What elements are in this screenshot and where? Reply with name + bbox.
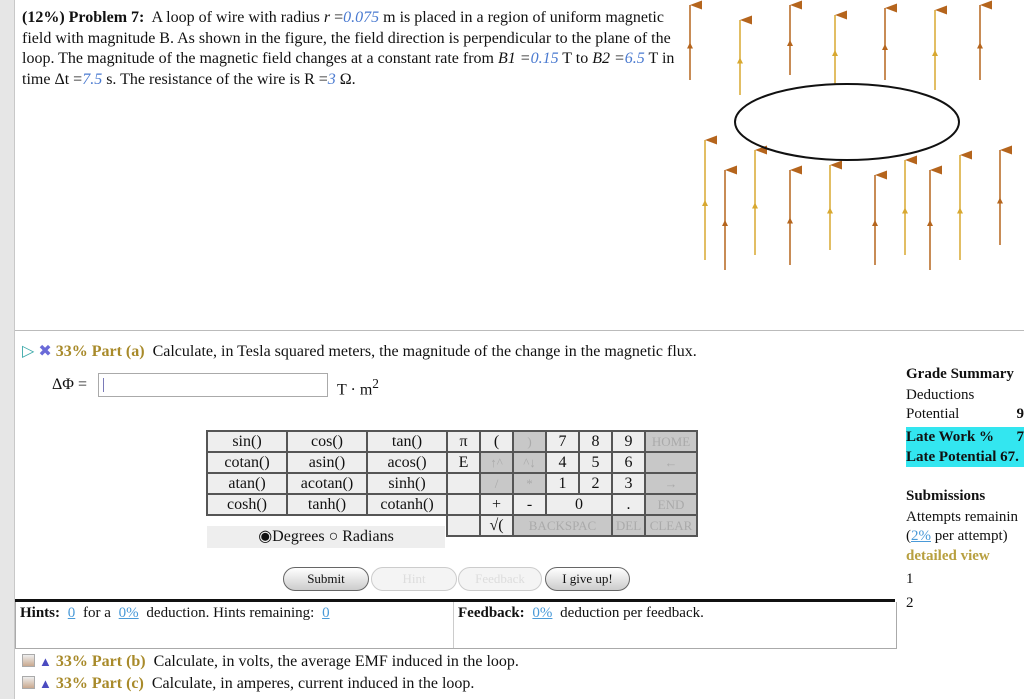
key-2[interactable]: 2 (579, 473, 612, 494)
key-)[interactable]: ) (513, 431, 546, 452)
key-blank[interactable] (447, 494, 480, 515)
key-DEL[interactable]: DEL (612, 515, 645, 536)
arrow-head (977, 43, 983, 49)
key-3[interactable]: 3 (612, 473, 645, 494)
key-π[interactable]: π (447, 431, 480, 452)
key-/[interactable]: / (480, 473, 513, 494)
key-BACKSPAC[interactable]: BACKSPAC (513, 515, 612, 536)
submission-row: 2 (906, 595, 914, 611)
feedback-button[interactable]: Feedback (458, 567, 542, 591)
warning-icon: ▲ (39, 676, 52, 691)
wire-loop (735, 84, 959, 160)
key-8[interactable]: 8 (579, 431, 612, 452)
arrow-head (872, 220, 878, 226)
function-keypad (206, 430, 448, 516)
key-atan[interactable]: atan() (207, 473, 287, 494)
key--[interactable]: - (513, 494, 546, 515)
arrow-head (737, 58, 743, 64)
unit-label: $T \cdot m^2$ (337, 376, 379, 399)
feedback-info: Feedback: 0% deduction per feedback. (458, 605, 704, 621)
expand-icon (22, 676, 35, 689)
arrow-head (882, 44, 888, 50)
part-a-header: ▷ ✖ 33% Part (a) Calculate, in Tesla squared meters, the magnitude of the change in the magnetic flux. (22, 343, 697, 360)
warning-icon: ▲ (39, 654, 52, 669)
key-←[interactable]: ← (645, 452, 697, 473)
delta-phi-label: ΔΦ = (52, 376, 88, 393)
key-↑^[interactable]: ↑^ (480, 452, 513, 473)
part-c-header[interactable]: ▲ 33% Part (c) Calculate, in amperes, current induced in the loop. (22, 675, 474, 693)
arrow-head (787, 218, 793, 224)
key-E[interactable]: E (447, 452, 480, 473)
arrow-head (702, 200, 708, 206)
key-cotanh[interactable]: cotanh() (367, 494, 447, 515)
key-blank[interactable] (447, 515, 480, 536)
key-acotan[interactable]: acotan() (287, 473, 367, 494)
key-7[interactable]: 7 (546, 431, 579, 452)
key-cosh[interactable]: cosh() (207, 494, 287, 515)
key-+[interactable]: + (480, 494, 513, 515)
key-1[interactable]: 1 (546, 473, 579, 494)
expand-arrow-icon[interactable]: ▷ (22, 343, 35, 360)
cursor (103, 378, 104, 392)
hint-button[interactable]: Hint (371, 567, 457, 591)
key-END[interactable]: END (645, 494, 697, 515)
key-blank[interactable] (447, 473, 480, 494)
key-CLEAR[interactable]: CLEAR (645, 515, 697, 536)
problem-statement: (12%) Problem 7: A loop of wire with radius r =0.075 m is placed in a region of uniform magnetic field with magnitude B. As shown in the figure, the field direction is perpendicular to the plane of the loop. The magnitude of the magnetic field changes at a constant rate from B1 =0.15 T to B2 =6.5 T in time Δt =7.5 s. The resistance of the wire is R =3 Ω. (22, 9, 675, 88)
per-attempt: (2% per attempt) (906, 528, 1008, 544)
arrow-head (997, 198, 1003, 204)
key-asin[interactable]: asin() (287, 452, 367, 473)
key-cos[interactable]: cos() (287, 431, 367, 452)
late-work-box: Late Work % 7 Late Potential 67. (906, 429, 1024, 465)
arrow-head (932, 50, 938, 56)
part-b-header[interactable]: ▲ 33% Part (b) Calculate, in volts, the average EMF induced in the loop. (22, 653, 519, 671)
deductions-label: Deductions (906, 387, 975, 403)
key-sin[interactable]: sin() (207, 431, 287, 452)
magnetic-field-figure (680, 0, 1024, 280)
key-tanh[interactable]: tanh() (287, 494, 367, 515)
key-4[interactable]: 4 (546, 452, 579, 473)
key-([interactable]: ( (480, 431, 513, 452)
key-cotan[interactable]: cotan() (207, 452, 287, 473)
arrow-head (827, 208, 833, 214)
field-arrows (687, 5, 1003, 270)
arrow-head (787, 40, 793, 46)
submissions-title: Submissions (906, 488, 986, 504)
x-icon: ✖ (38, 343, 52, 360)
grade-summary-title: Grade Summary (906, 366, 1014, 382)
key-*[interactable]: * (513, 473, 546, 494)
angle-mode: ◉Degrees ○ Radians (207, 526, 445, 548)
submission-row: 1 (906, 571, 914, 587)
key-tan[interactable]: tan() (367, 431, 447, 452)
expand-icon (22, 654, 35, 667)
key-HOME[interactable]: HOME (645, 431, 697, 452)
arrow-head (927, 220, 933, 226)
key-acos[interactable]: acos() (367, 452, 447, 473)
hints-info: Hints: 0 for a 0% deduction. Hints remaining: 0 (20, 605, 330, 621)
arrow-head (832, 50, 838, 56)
key-0[interactable]: 0 (546, 494, 612, 515)
arrow-head (752, 203, 758, 209)
arrow-head (957, 208, 963, 214)
give-up-button[interactable]: I give up! (545, 567, 630, 591)
key-9[interactable]: 9 (612, 431, 645, 452)
potential-row: Potential 9 (906, 406, 1024, 422)
key-→[interactable]: → (645, 473, 697, 494)
left-scrollbar (0, 0, 15, 699)
key-6[interactable]: 6 (612, 452, 645, 473)
answer-input[interactable] (98, 373, 328, 397)
key-sinh[interactable]: sinh() (367, 473, 447, 494)
key-5[interactable]: 5 (579, 452, 612, 473)
number-keypad (446, 430, 698, 537)
detailed-view-link[interactable]: detailed view (906, 548, 990, 564)
arrow-head (687, 43, 693, 49)
submit-button[interactable]: Submit (283, 567, 369, 591)
arrow-head (902, 208, 908, 214)
key-√([interactable]: √( (480, 515, 513, 536)
key-.[interactable]: . (612, 494, 645, 515)
degrees-radio[interactable]: ◉ (258, 528, 273, 545)
arrow-head (722, 220, 728, 226)
key-^↓[interactable]: ^↓ (513, 452, 546, 473)
attempts-remaining: Attempts remainin (906, 509, 1019, 525)
divider (15, 330, 1024, 331)
radians-radio[interactable]: ○ (328, 528, 339, 545)
